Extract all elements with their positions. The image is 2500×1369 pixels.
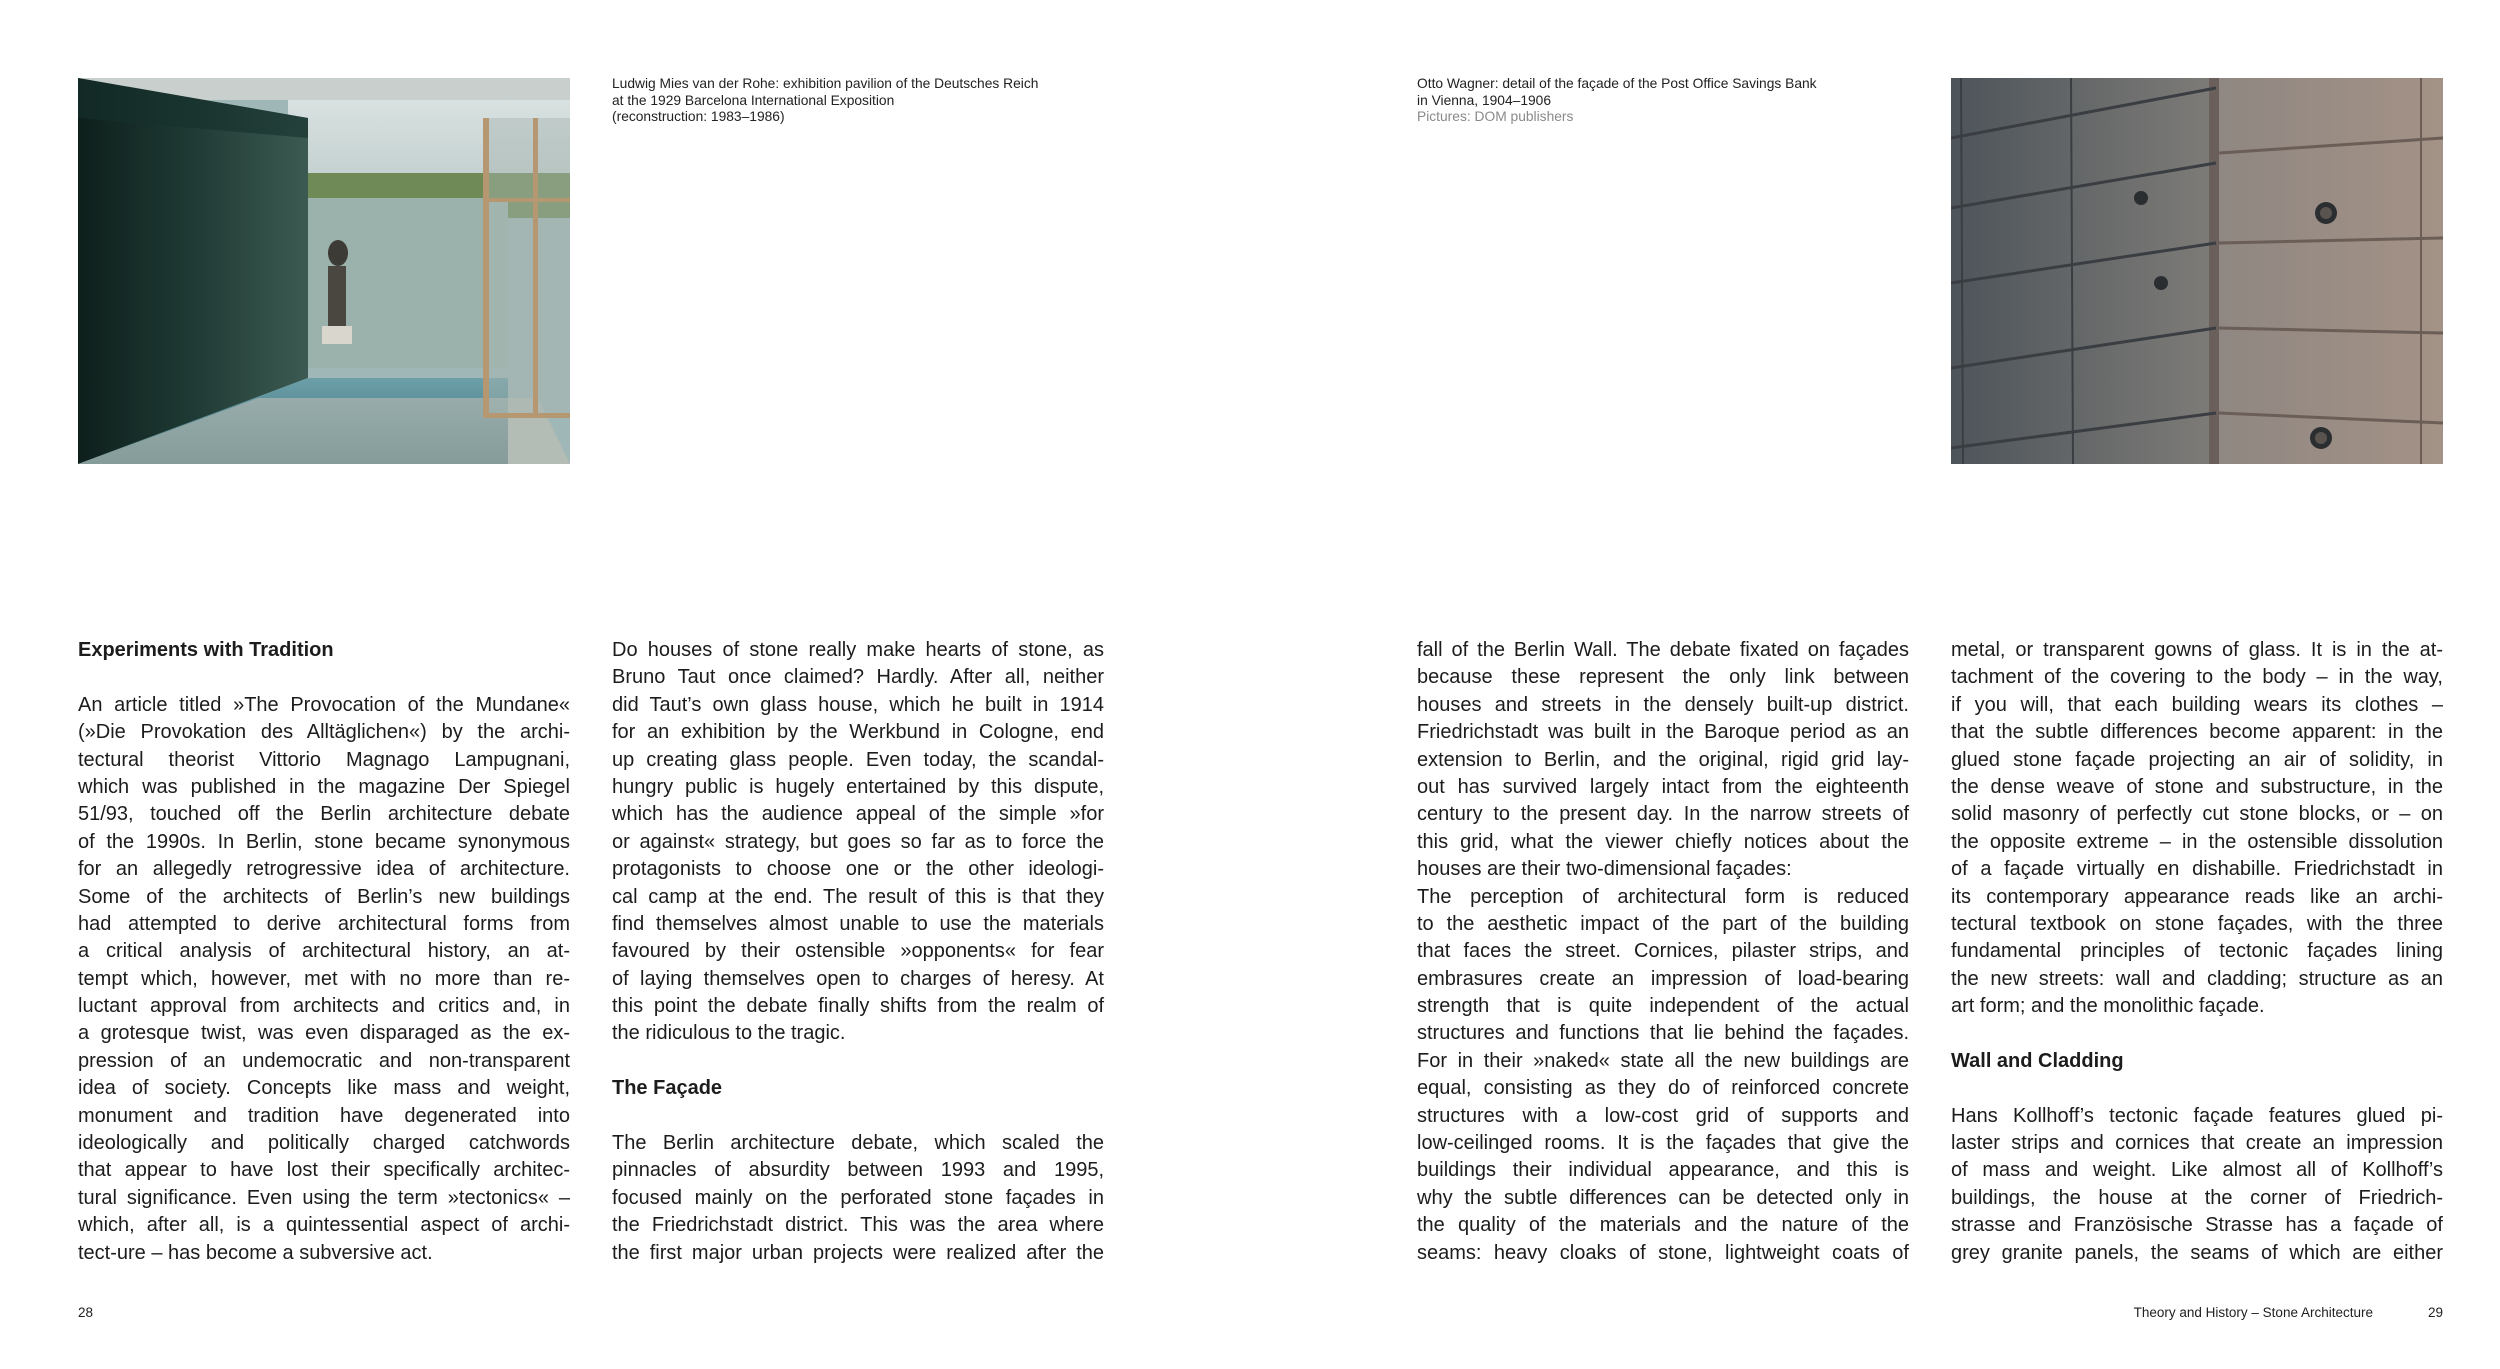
body-text-line: grey granite panels, the seams of which are either (1951, 1241, 2443, 1264)
body-text-line: the opposite extreme – in the ostensible dissolution (1951, 830, 2443, 853)
page-number-right: 29 (2427, 1305, 2443, 1320)
running-title: Theory and History – Stone Architecture (2133, 1305, 2373, 1320)
body-text-line: laster strips and cornices that create an impression (1951, 1132, 2443, 1155)
body-text-line: tachment of the covering to the body – in the way, (1951, 666, 2443, 689)
body-text-line: or against« strategy, but goes so far as to force the (612, 830, 1104, 853)
body-text-line: that appear to have lost their specifically architec- (78, 1159, 570, 1182)
body-text-line: The Berlin architecture debate, which scaled the (612, 1132, 1104, 1155)
body-text-line: of laying themselves open to charges of heresy. At (612, 967, 1104, 990)
body-text-line: pinnacles of absurdity between 1993 and 1995, (612, 1159, 1104, 1182)
body-text-line: of the 1990s. In Berlin, stone became synonymous (78, 830, 570, 853)
text-column-2 (612, 637, 1104, 1267)
section-heading: Experiments with Tradition (78, 639, 334, 661)
body-text-line: monument and tradition have degenerated into (78, 1104, 570, 1127)
body-text-line: if you will, that each building wears its clothes – (1951, 693, 2443, 716)
caption-line: Ludwig Mies van der Rohe: exhibition pavilion of the Deutsches Reich (612, 76, 1039, 91)
body-text-line: buildings, the house at the corner of Friedrich- (1951, 1186, 2443, 1209)
body-text-line: structures with a low-cost grid of supports and (1417, 1104, 1909, 1127)
body-text-line: idea of society. Concepts like mass and weight, (78, 1077, 570, 1100)
body-text-line: of mass and weight. Like almost all of Kollhoff’s (1951, 1159, 2443, 1182)
body-text-line: strength that is quite independent of the actual (1417, 995, 1909, 1018)
body-text-line: for an allegedly retrogressive idea of architecture. (78, 858, 570, 881)
paragraph-gap (612, 1048, 1104, 1075)
body-text-line: the Friedrichstadt district. This was the area where (612, 1214, 1104, 1237)
body-text-line: Bruno Taut once claimed? Hardly. After all, neither (612, 666, 1104, 689)
body-text-line: which was published in the magazine Der Spiegel (78, 775, 570, 798)
barcelona-pavilion-photo (78, 78, 570, 464)
paragraph-gap (1951, 1075, 2443, 1102)
body-text-line: did Taut’s own glass house, which he built in 1914 (612, 693, 1104, 716)
postal-savings-bank-facade-photo (1951, 78, 2443, 464)
body-text-line: Hans Kollhoff’s tectonic façade features glued pi- (1951, 1104, 2443, 1127)
body-text-line: seams: heavy cloaks of stone, lightweight coats of (1417, 1241, 1909, 1264)
body-text-line: Friedrichstadt was built in the Baroque period as an (1417, 721, 1909, 744)
body-text-line: that the subtle differences become apparent: in the (1951, 721, 2443, 744)
text-column-3 (1417, 637, 1909, 1267)
body-text-line: cal camp at the end. The result of this is that they (612, 885, 1104, 908)
body-text-line: up creating glass people. Even today, the scandal- (612, 748, 1104, 771)
body-text-line: for an exhibition by the Werkbund in Cologne, end (612, 721, 1104, 744)
body-text-line: century to the present day. In the narrow streets of (1417, 803, 1909, 826)
body-text-line: this point the debate finally shifts from the realm of (612, 995, 1104, 1018)
body-text-line: houses and streets in the densely built-up district. (1417, 693, 1909, 716)
body-text-line: tectural theorist Vittorio Magnago Lampugnani, (78, 748, 570, 771)
body-text-line: ideologically and politically charged catchwords (78, 1132, 570, 1155)
photo-caption-right (1417, 76, 1937, 126)
caption-line: Otto Wagner: detail of the façade of the Post Office Savings Bank (1417, 76, 1817, 91)
body-text-line: (»Die Provokation des Alltäglichen«) by the archi- (78, 721, 570, 744)
body-text-line: tect-ure – has become a subversive act. (78, 1241, 433, 1264)
body-text-line: a grotesque twist, was even disparaged as the ex- (78, 1022, 570, 1045)
body-text-line: the new streets: wall and cladding; structure as an (1951, 967, 2443, 990)
body-text-line: embrasures create an impression of load-bearing (1417, 967, 1909, 990)
body-text-line: why the subtle differences can be detected only in (1417, 1186, 1909, 1209)
text-column-4 (1951, 637, 2443, 1267)
caption-line: at the 1929 Barcelona International Exposition (612, 92, 895, 108)
body-text-line: 51/93, touched off the Berlin architecture debate (78, 803, 570, 826)
caption-line: in Vienna, 1904–1906 (1417, 92, 1552, 108)
body-text-line: to the aesthetic impact of the part of the building (1417, 912, 1909, 935)
body-text-line: The perception of architectural form is reduced (1417, 885, 1909, 908)
body-text-line: houses are their two-dimensional façades: (1417, 858, 1792, 881)
page-number-left: 28 (78, 1305, 94, 1320)
body-text-line: the first major urban projects were realized after the (612, 1241, 1104, 1264)
paragraph-gap (78, 664, 570, 691)
body-text-line: because these represent the only link between (1417, 666, 1909, 689)
body-text-line: favoured by their ostensible »opponents« for fear (612, 940, 1104, 963)
photo-caption-left (612, 76, 1132, 126)
body-text-line: find themselves almost unable to use the materials (612, 912, 1104, 935)
body-text-line: art form; and the monolithic façade. (1951, 995, 2265, 1018)
section-heading: The Façade (612, 1077, 723, 1100)
body-text-line: structures and functions that lie behind the façades. (1417, 1022, 1909, 1045)
picture-credit: Pictures: DOM publishers (1417, 109, 1574, 125)
body-text-line: An article titled »The Provocation of the Mundane« (78, 693, 570, 716)
body-text-line: focused mainly on the perforated stone façades in (612, 1186, 1104, 1209)
body-text-line: Some of the architects of Berlin’s new buildings (78, 885, 570, 908)
body-text-line: strasse and Französische Strasse has a façade of (1951, 1214, 2443, 1237)
body-text-line: metal, or transparent gowns of glass. It is in the at- (1951, 639, 2443, 661)
body-text-line: hungry public is hugely entertained by this dispute, (612, 775, 1104, 798)
body-text-line: extension to Berlin, and the original, rigid grid lay- (1417, 748, 1909, 771)
body-text-line: For in their »naked« state all the new buildings are (1417, 1049, 1909, 1072)
body-text-line: glued stone façade projecting an air of solidity, in (1951, 748, 2443, 771)
section-heading: Wall and Cladding (1951, 1049, 2124, 1072)
body-text-line: protagonists to choose one or the other ideologi- (612, 858, 1104, 881)
paragraph-gap (1951, 1020, 2443, 1047)
body-text-line: fall of the Berlin Wall. The debate fixated on façades (1417, 639, 1909, 661)
body-text-line: of a façade virtually en dishabille. Friedrichstadt in (1951, 858, 2443, 881)
body-text-line: the quality of the materials and the nature of the (1417, 1214, 1909, 1237)
body-text-line: tectural textbook on stone façades, with the three (1951, 912, 2443, 935)
body-text-line: luctant approval from architects and critics and, in (78, 995, 570, 1018)
body-text-line: this grid, what the viewer chiefly notices about the (1417, 830, 1909, 853)
body-text-line: fundamental principles of tectonic façades lining (1951, 940, 2443, 963)
caption-line: (reconstruction: 1983–1986) (612, 109, 785, 125)
body-text-line: Do houses of stone really make hearts of stone, as (612, 639, 1104, 661)
body-text-line: out has survived largely intact from the eighteenth (1417, 775, 1909, 798)
body-text-line: solid masonry of perfectly cut stone blocks, or – on (1951, 803, 2443, 826)
body-text-line: the dense weave of stone and substructure, in the (1951, 775, 2443, 798)
body-text-line: tempt which, however, met with no more than re- (78, 967, 570, 990)
body-text-line: its contemporary appearance reads like an archi- (1951, 885, 2443, 908)
paragraph-gap (612, 1103, 1104, 1130)
body-text-line: which has the audience appeal of the simple »for (612, 803, 1104, 826)
body-text-line: buildings their individual appearance, and this is (1417, 1159, 1909, 1182)
body-text-line: that faces the street. Cornices, pilaster strips, and (1417, 940, 1909, 963)
body-text-line: the ridiculous to the tragic. (612, 1022, 846, 1045)
body-text-line: tural significance. Even using the term »tectonics« – (78, 1186, 570, 1209)
body-text-line: which, after all, is a quintessential aspect of archi- (78, 1214, 570, 1237)
body-text-line: a critical analysis of architectural history, an at- (78, 940, 570, 963)
body-text-line: equal, consisting as they do of reinforced concrete (1417, 1077, 1909, 1100)
body-text-line: low-ceilinged rooms. It is the façades that give the (1417, 1132, 1909, 1155)
text-column-1 (78, 637, 570, 1267)
body-text-line: pression of an undemocratic and non-transparent (78, 1049, 570, 1072)
body-text-line: had attempted to derive architectural forms from (78, 912, 570, 935)
